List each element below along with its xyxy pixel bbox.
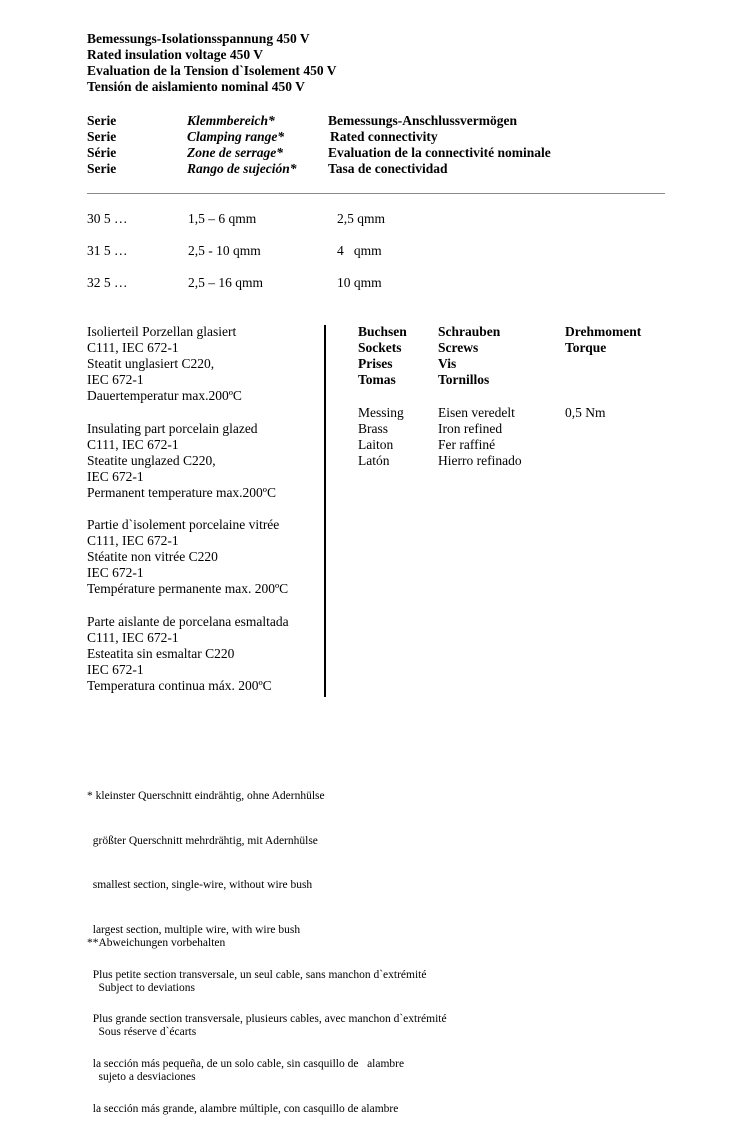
insulation-line: Parte aislante de porcelana esmaltada [87,614,289,629]
footnote-line: la sección más pequeña, de un solo cable, sin casquillo de alambre [87,1058,405,1071]
insulation-line: Permanent temperature max.200ºC [87,485,276,500]
insulation-line: C111, IEC 672-1 [87,630,179,645]
series-code: 32 5 … [87,275,128,290]
insulation-line: IEC 672-1 [87,565,144,580]
series-row [87,243,128,259]
insulation-group-es [87,614,289,694]
clamping-label: Clamping range* [187,129,285,144]
serie-label: Serie [87,161,117,176]
footnote-line: Sous réserve d`écarts [87,1026,197,1039]
material-text: Iron refined [438,421,503,436]
material-text: Latón [358,453,390,468]
connectivity-label: Bemessungs-Anschlussvermögen [328,113,518,128]
connectivity-label: Tasa de conectividad [328,161,448,176]
torque-label: Torque [565,340,607,355]
insulation-line: Partie d`isolement porcelaine vitrée [87,517,280,532]
column-divider [324,325,326,697]
clamping-label: Rango de sujeción* [187,161,297,176]
heading-line: Rated insulation voltage 450 V [87,47,264,62]
series-code: 30 5 … [87,211,128,226]
footnote-line: größter Querschnitt mehrdrähtig, mit Adernhülse [87,834,318,847]
screws-label: Tornillos [438,372,490,387]
series-range: 2,5 – 16 qmm [188,275,264,290]
serie-column-heading [87,113,116,177]
series-range: 2,5 - 10 qmm [188,243,261,258]
voltage-heading [87,31,337,95]
insulation-line: Isolierteil Porzellan glasiert [87,324,237,339]
insulation-line: Esteatita sin esmaltar C220 [87,646,235,661]
insulation-line: Température permanente max. 200ºC [87,581,289,596]
screws-label: Schrauben [438,324,501,339]
clamping-column-heading [187,113,297,177]
footnote-line: Plus grande section transversale, plusieurs cables, avec manchon d`extrémité [87,1013,447,1026]
insulation-line: Dauertemperatur max.200ºC [87,388,242,403]
material-text: Brass [358,421,388,436]
clamping-label: Zone de serrage* [187,145,283,160]
insulation-line: C111, IEC 672-1 [87,437,179,452]
heading-line: Bemessungs-Isolationsspannung 450 V [87,31,310,46]
insulation-line: Temperatura continua máx. 200ºC [87,678,272,693]
series-connectivity: 10 qmm [337,275,382,290]
torque-label: Drehmoment [565,324,642,339]
series-row [87,275,128,291]
heading-line: Evaluation de la Tension d`Isolement 450 V [87,63,337,78]
footnote-line: **Abweichungen vorbehalten [87,936,226,949]
connectivity-label: Rated connectivity [330,129,438,144]
insulation-group-en [87,421,276,501]
sockets-label: Sockets [358,340,402,355]
material-text: Laiton [358,437,394,452]
screws-material [438,405,522,469]
sockets-heading [358,324,407,388]
series-code: 31 5 … [87,243,128,258]
insulation-group-de [87,324,242,404]
screws-label: Screws [438,340,479,355]
series-connectivity: 4 qmm [337,243,382,258]
footnote-line: smallest section, single-wire, without wire bush [87,879,313,892]
insulation-line: C111, IEC 672-1 [87,533,179,548]
connectivity-label: Evaluation de la connectivité nominale [328,145,551,160]
sockets-material [358,405,404,469]
header-divider [87,193,665,194]
material-text: Hierro refinado [438,453,522,468]
insulation-line: Stéatite non vitrée C220 [87,549,218,564]
insulation-line: IEC 672-1 [87,469,144,484]
footnote-line: Subject to deviations [87,981,195,994]
screws-label: Vis [438,356,457,371]
series-row [87,211,128,227]
footnote-line: * kleinster Querschnitt eindrähtig, ohne Adernhülse [87,789,325,802]
deviations-footnote [87,906,225,1100]
insulation-line: IEC 672-1 [87,662,144,677]
insulation-line: Insulating part porcelain glazed [87,421,258,436]
material-text: Eisen veredelt [438,405,515,420]
footnote-line: la sección más grande, alambre múltiple, con casquillo de alambre [87,1102,399,1115]
insulation-line: Steatite unglazed C220, [87,453,216,468]
sockets-label: Buchsen [358,324,407,339]
clamping-label: Klemmbereich* [187,113,275,128]
series-range: 1,5 – 6 qmm [188,211,257,226]
screws-heading [438,324,500,388]
sockets-label: Prises [358,356,393,371]
footnote-line: sujeto a desviaciones [87,1070,196,1083]
serie-label: Serie [87,113,117,128]
series-connectivity: 2,5 qmm [337,211,386,226]
heading-line: Tensión de aislamiento nominal 450 V [87,79,305,94]
insulation-line: IEC 672-1 [87,372,144,387]
torque-value: 0,5 Nm [565,405,606,420]
torque-heading [565,324,641,356]
material-text: Fer raffiné [438,437,496,452]
material-text: Messing [358,405,404,420]
connectivity-column-heading [328,113,551,177]
serie-label: Serie [87,129,117,144]
insulation-line: C111, IEC 672-1 [87,340,179,355]
footnote-line: Plus petite section transversale, un seul cable, sans manchon d`extrémité [87,968,427,981]
footnote-line: largest section, multiple wire, with wire bush [87,923,301,936]
insulation-group-fr [87,517,288,597]
serie-label: Série [87,145,117,160]
sockets-label: Tomas [358,372,396,387]
insulation-line: Steatit unglasiert C220, [87,356,215,371]
